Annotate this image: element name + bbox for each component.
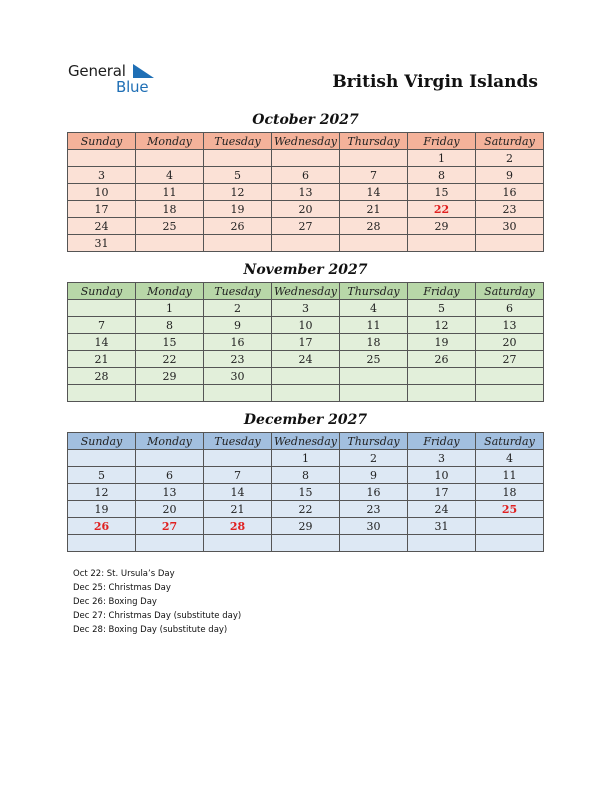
day-cell [408, 368, 476, 385]
weekday-header-row [68, 283, 544, 300]
day-cell [340, 535, 408, 552]
week-row [68, 535, 544, 552]
weekday-label: Thursday [340, 283, 408, 300]
day-cell: 23 [476, 201, 544, 218]
weekday-label: Wednesday [272, 133, 340, 150]
day-cell: 20 [272, 201, 340, 218]
day-cell: 29 [136, 368, 204, 385]
day-cell [272, 235, 340, 252]
day-cell: 6 [476, 300, 544, 317]
weekday-label: Friday [408, 133, 476, 150]
day-cell: 27 [136, 518, 204, 535]
week-row [68, 351, 544, 368]
week-row [68, 218, 544, 235]
day-cell: 16 [204, 334, 272, 351]
day-cell [136, 450, 204, 467]
weekday-label: Wednesday [272, 433, 340, 450]
day-cell: 10 [408, 467, 476, 484]
day-cell: 12 [204, 184, 272, 201]
week-row [68, 167, 544, 184]
week-row [68, 484, 544, 501]
day-cell: 21 [68, 351, 136, 368]
day-cell: 9 [204, 317, 272, 334]
weekday-label: Friday [408, 283, 476, 300]
week-row [68, 150, 544, 167]
day-cell: 7 [340, 167, 408, 184]
weekday-label: Tuesday [204, 133, 272, 150]
day-cell: 14 [68, 334, 136, 351]
day-cell: 15 [136, 334, 204, 351]
holiday-note: Dec 28: Boxing Day (substitute day) [73, 625, 228, 635]
day-cell [408, 235, 476, 252]
weekday-label: Wednesday [272, 283, 340, 300]
day-cell: 28 [68, 368, 136, 385]
weekday-label: Thursday [340, 133, 408, 150]
day-cell: 28 [340, 218, 408, 235]
day-cell: 5 [68, 467, 136, 484]
holiday-notes [73, 567, 241, 637]
day-cell: 12 [408, 317, 476, 334]
day-cell: 5 [408, 300, 476, 317]
day-cell: 21 [204, 501, 272, 518]
day-cell [408, 385, 476, 402]
day-cell [340, 150, 408, 167]
day-cell: 28 [204, 518, 272, 535]
day-cell: 2 [340, 450, 408, 467]
logo [68, 62, 168, 96]
weekday-label: Thursday [340, 433, 408, 450]
day-cell [408, 535, 476, 552]
day-cell: 21 [340, 201, 408, 218]
day-cell [204, 150, 272, 167]
day-cell: 18 [340, 334, 408, 351]
day-cell: 13 [136, 484, 204, 501]
day-cell [476, 535, 544, 552]
day-cell [136, 150, 204, 167]
week-row [68, 201, 544, 218]
day-cell: 1 [408, 150, 476, 167]
day-cell: 22 [408, 201, 476, 218]
weekday-label: Saturday [476, 133, 544, 150]
day-cell: 7 [68, 317, 136, 334]
weekday-label: Tuesday [204, 283, 272, 300]
calendar-december [67, 432, 544, 552]
day-cell: 30 [204, 368, 272, 385]
month-title-december: December 2027 [243, 412, 368, 428]
day-cell [272, 535, 340, 552]
month-title-november: November 2027 [243, 262, 368, 278]
weekday-label: Friday [408, 433, 476, 450]
day-cell: 11 [340, 317, 408, 334]
weekday-label: Monday [136, 283, 204, 300]
day-cell: 23 [340, 501, 408, 518]
day-cell: 3 [408, 450, 476, 467]
day-cell: 9 [476, 167, 544, 184]
day-cell: 30 [476, 218, 544, 235]
day-cell: 14 [340, 184, 408, 201]
holiday-note: Oct 22: St. Ursula’s Day [73, 569, 175, 579]
day-cell: 22 [136, 351, 204, 368]
week-row [68, 300, 544, 317]
calendar-october [67, 132, 544, 252]
day-cell: 25 [136, 218, 204, 235]
week-row [68, 501, 544, 518]
day-cell: 3 [272, 300, 340, 317]
day-cell: 27 [476, 351, 544, 368]
day-cell [136, 235, 204, 252]
weekday-label: Sunday [68, 433, 136, 450]
weekday-header-row [68, 133, 544, 150]
day-cell: 2 [204, 300, 272, 317]
day-cell [68, 150, 136, 167]
weekday-label: Sunday [68, 133, 136, 150]
day-cell: 25 [340, 351, 408, 368]
day-cell: 7 [204, 467, 272, 484]
day-cell [272, 150, 340, 167]
day-cell: 5 [204, 167, 272, 184]
weekday-label: Tuesday [204, 433, 272, 450]
day-cell [204, 385, 272, 402]
day-cell [476, 385, 544, 402]
day-cell: 3 [68, 167, 136, 184]
day-cell: 9 [340, 467, 408, 484]
day-cell: 16 [340, 484, 408, 501]
week-row [68, 467, 544, 484]
day-cell [68, 450, 136, 467]
day-cell: 1 [136, 300, 204, 317]
day-cell: 4 [476, 450, 544, 467]
day-cell: 27 [272, 218, 340, 235]
day-cell: 6 [136, 467, 204, 484]
day-cell [476, 235, 544, 252]
day-cell: 8 [136, 317, 204, 334]
day-cell: 24 [408, 501, 476, 518]
weekday-label: Sunday [68, 283, 136, 300]
week-row [68, 368, 544, 385]
day-cell: 8 [272, 467, 340, 484]
day-cell: 14 [204, 484, 272, 501]
day-cell: 13 [272, 184, 340, 201]
day-cell: 17 [68, 201, 136, 218]
week-row [68, 184, 544, 201]
day-cell: 25 [476, 501, 544, 518]
week-row [68, 385, 544, 402]
day-cell: 29 [272, 518, 340, 535]
day-cell [340, 235, 408, 252]
day-cell: 16 [476, 184, 544, 201]
day-cell [204, 450, 272, 467]
week-row [68, 450, 544, 467]
week-row [68, 334, 544, 351]
day-cell: 23 [204, 351, 272, 368]
weekday-label: Monday [136, 433, 204, 450]
day-cell: 17 [272, 334, 340, 351]
day-cell: 30 [340, 518, 408, 535]
day-cell: 24 [272, 351, 340, 368]
country-title: British Virgin Islands [332, 72, 538, 92]
day-cell: 18 [136, 201, 204, 218]
day-cell: 29 [408, 218, 476, 235]
day-cell [340, 368, 408, 385]
day-cell [204, 535, 272, 552]
logo-text-general: General [68, 62, 126, 80]
day-cell: 15 [272, 484, 340, 501]
day-cell: 11 [136, 184, 204, 201]
logo-flag-icon [133, 64, 155, 78]
week-row [68, 317, 544, 334]
day-cell: 26 [408, 351, 476, 368]
day-cell: 6 [272, 167, 340, 184]
day-cell [136, 535, 204, 552]
day-cell: 8 [408, 167, 476, 184]
day-cell [136, 385, 204, 402]
day-cell: 10 [272, 317, 340, 334]
day-cell: 4 [136, 167, 204, 184]
weekday-header-row [68, 433, 544, 450]
day-cell: 31 [68, 235, 136, 252]
month-title-october: October 2027 [252, 112, 359, 128]
holiday-note: Dec 27: Christmas Day (substitute day) [73, 611, 242, 621]
week-row [68, 518, 544, 535]
day-cell [68, 385, 136, 402]
day-cell [204, 235, 272, 252]
day-cell: 10 [68, 184, 136, 201]
day-cell: 2 [476, 150, 544, 167]
day-cell: 11 [476, 467, 544, 484]
logo-text-blue: Blue [116, 78, 149, 96]
day-cell: 19 [204, 201, 272, 218]
day-cell: 20 [136, 501, 204, 518]
day-cell: 26 [68, 518, 136, 535]
day-cell: 24 [68, 218, 136, 235]
weekday-label: Saturday [476, 433, 544, 450]
weekday-label: Monday [136, 133, 204, 150]
calendar-november [67, 282, 544, 402]
day-cell: 1 [272, 450, 340, 467]
day-cell: 4 [340, 300, 408, 317]
holiday-note: Dec 26: Boxing Day [73, 597, 157, 607]
weekday-label: Saturday [476, 283, 544, 300]
day-cell [476, 518, 544, 535]
day-cell [68, 300, 136, 317]
day-cell: 17 [408, 484, 476, 501]
day-cell [476, 368, 544, 385]
day-cell: 31 [408, 518, 476, 535]
day-cell: 13 [476, 317, 544, 334]
day-cell [340, 385, 408, 402]
day-cell: 19 [408, 334, 476, 351]
day-cell: 12 [68, 484, 136, 501]
day-cell [272, 385, 340, 402]
day-cell: 20 [476, 334, 544, 351]
day-cell: 22 [272, 501, 340, 518]
day-cell: 19 [68, 501, 136, 518]
day-cell: 18 [476, 484, 544, 501]
day-cell: 26 [204, 218, 272, 235]
day-cell: 15 [408, 184, 476, 201]
week-row [68, 235, 544, 252]
day-cell [272, 368, 340, 385]
holiday-note: Dec 25: Christmas Day [73, 583, 171, 593]
day-cell [68, 535, 136, 552]
